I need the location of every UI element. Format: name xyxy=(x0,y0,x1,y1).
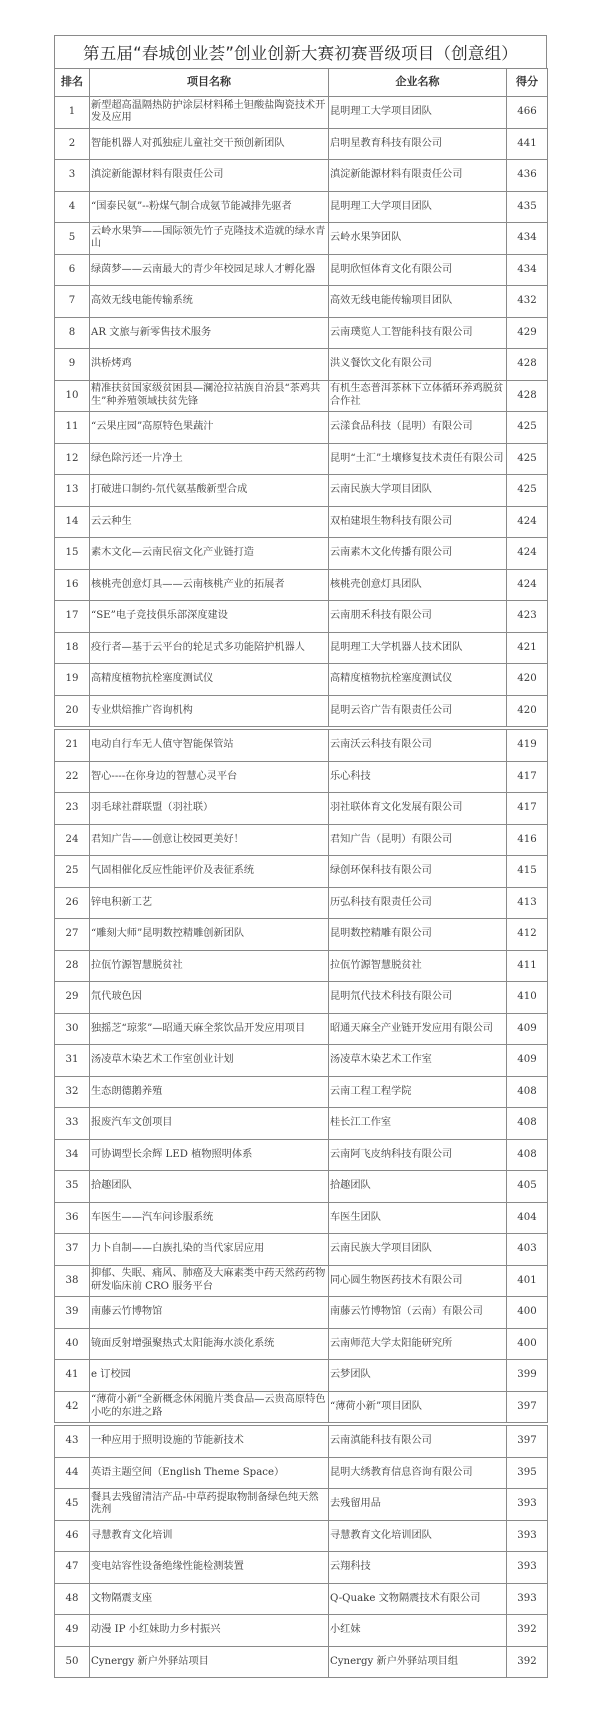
project-name-cell: 抑郁、失眠、痛风、肺癌及大麻素类中药天然药药物研发临床前 CRO 服务平台 xyxy=(90,1265,329,1297)
table-title: 第五届“春城创业荟”创业创新大赛初赛晋级项目（创意组） xyxy=(54,35,547,68)
project-name-cell: “云果庄园”高原特色果蔬汁 xyxy=(90,412,329,444)
rank-cell: 40 xyxy=(55,1328,90,1360)
company-name-cell: 云南师范大学太阳能研究所 xyxy=(329,1328,507,1360)
rank-cell: 25 xyxy=(55,856,90,888)
rank-cell: 1 xyxy=(55,97,90,129)
rank-cell: 12 xyxy=(55,443,90,475)
rank-cell: 38 xyxy=(55,1265,90,1297)
company-name-cell: 昭通天麻全产业链开发应用有限公司 xyxy=(329,1013,507,1045)
score-cell: 417 xyxy=(507,761,548,793)
company-name-cell: 有机生态普洱茶林下立体循环养鸡脱贫合作社 xyxy=(329,380,507,412)
company-name-cell: 云南民族大学项目团队 xyxy=(329,1234,507,1266)
project-name-cell: 寻慧教育文化培训 xyxy=(90,1520,329,1552)
company-name-cell: 云梦团队 xyxy=(329,1360,507,1392)
table-row xyxy=(55,1013,548,1045)
header-score: 得分 xyxy=(507,69,548,97)
company-name-cell: 车医生团队 xyxy=(329,1202,507,1234)
project-name-cell: 拉佤竹源智慧脱贫社 xyxy=(90,950,329,982)
score-cell: 441 xyxy=(507,128,548,160)
score-cell: 424 xyxy=(507,538,548,570)
table-row xyxy=(55,1076,548,1108)
company-name-cell: 昆明理工大学机器人技术团队 xyxy=(329,632,507,664)
score-cell: 395 xyxy=(507,1457,548,1489)
company-name-cell: 昆明数控精雕有限公司 xyxy=(329,919,507,951)
table-row xyxy=(55,443,548,475)
project-name-cell: 洪桥烤鸡 xyxy=(90,349,329,381)
score-cell: 416 xyxy=(507,824,548,856)
rank-cell: 9 xyxy=(55,349,90,381)
rank-cell: 39 xyxy=(55,1297,90,1329)
company-name-cell: 洪义餐饮文化有限公司 xyxy=(329,349,507,381)
company-name-cell: 云南璞览人工智能科技有限公司 xyxy=(329,317,507,349)
company-name-cell: 云南工程工程学院 xyxy=(329,1076,507,1108)
rank-cell: 7 xyxy=(55,286,90,318)
project-name-cell: 云云种生 xyxy=(90,506,329,538)
company-name-cell: 昆明大绣教育信息咨询有限公司 xyxy=(329,1457,507,1489)
company-name-cell: 昆明理工大学项目团队 xyxy=(329,97,507,129)
rank-cell: 16 xyxy=(55,569,90,601)
score-cell: 393 xyxy=(507,1552,548,1584)
table-row xyxy=(55,317,548,349)
rank-cell: 32 xyxy=(55,1076,90,1108)
project-name-cell: 锌电积新工艺 xyxy=(90,887,329,919)
table-row xyxy=(55,1234,548,1266)
rank-cell: 14 xyxy=(55,506,90,538)
table-row xyxy=(55,412,548,444)
rank-cell: 23 xyxy=(55,793,90,825)
rank-cell: 33 xyxy=(55,1108,90,1140)
table-row xyxy=(55,856,548,888)
rank-cell: 50 xyxy=(55,1646,90,1678)
score-cell: 401 xyxy=(507,1265,548,1297)
project-name-cell: 绿茵梦——云南最大的青少年校园足球人才孵化器 xyxy=(90,254,329,286)
company-name-cell: 核桃壳创意灯具团队 xyxy=(329,569,507,601)
project-name-cell: 文物隔震支座 xyxy=(90,1583,329,1615)
table-row xyxy=(55,887,548,919)
rank-cell: 19 xyxy=(55,664,90,696)
company-name-cell: 乐心科技 xyxy=(329,761,507,793)
table-row xyxy=(55,1139,548,1171)
company-name-cell: 绿创环保科技有限公司 xyxy=(329,856,507,888)
table-row xyxy=(55,1457,548,1489)
table-row xyxy=(55,349,548,381)
rank-cell: 26 xyxy=(55,887,90,919)
company-name-cell: 昆明理工大学项目团队 xyxy=(329,191,507,223)
project-name-cell: 一种应用于照明设施的节能新技术 xyxy=(90,1426,329,1458)
score-cell: 421 xyxy=(507,632,548,664)
score-cell: 413 xyxy=(507,887,548,919)
company-name-cell: 昆明“土汇”土壤修复技术责任有限公司 xyxy=(329,443,507,475)
rank-cell: 24 xyxy=(55,824,90,856)
score-cell: 429 xyxy=(507,317,548,349)
company-name-cell: Q-Quake 文物隔震技术有限公司 xyxy=(329,1583,507,1615)
table-row xyxy=(55,632,548,664)
score-cell: 405 xyxy=(507,1171,548,1203)
company-name-cell: 滇淀新能源材料有限责任公司 xyxy=(329,160,507,192)
table-row xyxy=(55,1265,548,1297)
score-cell: 400 xyxy=(507,1297,548,1329)
score-cell: 408 xyxy=(507,1076,548,1108)
score-cell: 428 xyxy=(507,349,548,381)
table-row xyxy=(55,506,548,538)
score-cell: 420 xyxy=(507,695,548,727)
score-cell: 425 xyxy=(507,412,548,444)
company-name-cell: 昆明欣恒体育文化有限公司 xyxy=(329,254,507,286)
rank-cell: 8 xyxy=(55,317,90,349)
company-name-cell: 双柏建垠生物科技有限公司 xyxy=(329,506,507,538)
table-row xyxy=(55,664,548,696)
table-row xyxy=(55,191,548,223)
project-name-cell: AR 文旅与新零售技术服务 xyxy=(90,317,329,349)
company-name-cell: 启明星教育科技有限公司 xyxy=(329,128,507,160)
score-cell: 403 xyxy=(507,1234,548,1266)
project-name-cell: 电动自行车无人值守智能保管站 xyxy=(90,730,329,762)
score-cell: 434 xyxy=(507,223,548,255)
rank-cell: 45 xyxy=(55,1489,90,1521)
project-name-cell: 可协调型长余辉 LED 植物照明体系 xyxy=(90,1139,329,1171)
rank-cell: 6 xyxy=(55,254,90,286)
rank-cell: 2 xyxy=(55,128,90,160)
score-cell: 392 xyxy=(507,1646,548,1678)
company-name-cell: “薄荷小新”项目团队 xyxy=(329,1391,507,1423)
table-row xyxy=(55,1328,548,1360)
rank-cell: 28 xyxy=(55,950,90,982)
table-row xyxy=(55,1391,548,1423)
header-rank: 排名 xyxy=(55,69,90,97)
project-name-cell: 打破进口制约-氘代氨基酸新型合成 xyxy=(90,475,329,507)
company-name-cell: 云翔科技 xyxy=(329,1552,507,1584)
project-name-cell: “薄荷小新”全新概念休闲脆片类食品—云贵高原特色小吃的东进之路 xyxy=(90,1391,329,1423)
score-cell: 415 xyxy=(507,856,548,888)
table-row xyxy=(55,601,548,633)
score-cell: 409 xyxy=(507,1045,548,1077)
table-row xyxy=(55,1202,548,1234)
project-name-cell: 变电站容性设备绝缘性能检测装置 xyxy=(90,1552,329,1584)
rank-cell: 49 xyxy=(55,1615,90,1647)
table-row xyxy=(55,160,548,192)
company-name-cell: 汤凌草木染艺术工作室 xyxy=(329,1045,507,1077)
table-row xyxy=(55,475,548,507)
rank-cell: 47 xyxy=(55,1552,90,1584)
score-cell: 393 xyxy=(507,1583,548,1615)
score-cell: 393 xyxy=(507,1489,548,1521)
table-row xyxy=(55,1489,548,1521)
project-name-cell: 君知广告——创意让校园更美好！ xyxy=(90,824,329,856)
project-name-cell: 氘代玻色因 xyxy=(90,982,329,1014)
score-cell: 411 xyxy=(507,950,548,982)
company-name-cell: 拾趣团队 xyxy=(329,1171,507,1203)
score-cell: 428 xyxy=(507,380,548,412)
project-name-cell: 汤凌草木染艺术工作室创业计划 xyxy=(90,1045,329,1077)
company-name-cell: 南藤云竹博物馆（云南）有限公司 xyxy=(329,1297,507,1329)
company-name-cell: 小红妹 xyxy=(329,1615,507,1647)
score-cell: 423 xyxy=(507,601,548,633)
table-row xyxy=(55,286,548,318)
score-cell: 397 xyxy=(507,1391,548,1423)
company-name-cell: 高效无线电能传输项目团队 xyxy=(329,286,507,318)
table-row xyxy=(55,538,548,570)
project-name-cell: 餐具去残留清洁产品-中草药提取物制备绿色纯天然洗剂 xyxy=(90,1489,329,1521)
table-row xyxy=(55,730,548,762)
score-cell: 419 xyxy=(507,730,548,762)
company-name-cell: 君知广告（昆明）有限公司 xyxy=(329,824,507,856)
score-cell: 424 xyxy=(507,506,548,538)
rank-cell: 18 xyxy=(55,632,90,664)
results-table xyxy=(54,68,548,1678)
company-name-cell: Cynergy 新户外驿站项目组 xyxy=(329,1646,507,1678)
score-cell: 432 xyxy=(507,286,548,318)
project-name-cell: 高精度植物抗栓塞度测试仪 xyxy=(90,664,329,696)
company-name-cell: 寻慧教育文化培训团队 xyxy=(329,1520,507,1552)
rank-cell: 46 xyxy=(55,1520,90,1552)
project-name-cell: 精准扶贫国家级贫困县—澜沧拉祜族自治县“茶鸡共生”种养殖领域扶贫先锋 xyxy=(90,380,329,412)
project-name-cell: 拾趣团队 xyxy=(90,1171,329,1203)
score-cell: 408 xyxy=(507,1108,548,1140)
score-cell: 425 xyxy=(507,475,548,507)
project-name-cell: 素木文化—云南民宿文化产业链打造 xyxy=(90,538,329,570)
table-row xyxy=(55,380,548,412)
project-name-cell: 独摇芝“琼浆”—昭通天麻全浆饮品开发应用项目 xyxy=(90,1013,329,1045)
table-row xyxy=(55,1583,548,1615)
rank-cell: 41 xyxy=(55,1360,90,1392)
project-name-cell: 高效无线电能传输系统 xyxy=(90,286,329,318)
rank-cell: 42 xyxy=(55,1391,90,1423)
score-cell: 404 xyxy=(507,1202,548,1234)
rank-cell: 44 xyxy=(55,1457,90,1489)
rank-cell: 4 xyxy=(55,191,90,223)
score-cell: 399 xyxy=(507,1360,548,1392)
project-name-cell: 英语主题空间（English Theme Space） xyxy=(90,1457,329,1489)
rank-cell: 3 xyxy=(55,160,90,192)
rank-cell: 15 xyxy=(55,538,90,570)
project-name-cell: 车医生——汽车问诊服系统 xyxy=(90,1202,329,1234)
rank-cell: 30 xyxy=(55,1013,90,1045)
rank-cell: 34 xyxy=(55,1139,90,1171)
project-name-cell: 绿色除污还一片净土 xyxy=(90,443,329,475)
score-cell: 392 xyxy=(507,1615,548,1647)
table-row xyxy=(55,97,548,129)
table-row xyxy=(55,919,548,951)
rank-cell: 36 xyxy=(55,1202,90,1234)
table-row xyxy=(55,824,548,856)
table-row xyxy=(55,950,548,982)
table-row xyxy=(55,1520,548,1552)
table-row xyxy=(55,695,548,727)
rank-cell: 20 xyxy=(55,695,90,727)
table-row xyxy=(55,1171,548,1203)
company-name-cell: 云漾食品科技（昆明）有限公司 xyxy=(329,412,507,444)
company-name-cell: 云南滇能科技有限公司 xyxy=(329,1426,507,1458)
table-row xyxy=(55,1297,548,1329)
score-cell: 410 xyxy=(507,982,548,1014)
score-cell: 435 xyxy=(507,191,548,223)
company-name-cell: 云南阿飞皮纳科技有限公司 xyxy=(329,1139,507,1171)
company-name-cell: 云南民族大学项目团队 xyxy=(329,475,507,507)
score-cell: 420 xyxy=(507,664,548,696)
results-sheet xyxy=(54,35,547,1678)
company-name-cell: 云南素木文化传播有限公司 xyxy=(329,538,507,570)
company-name-cell: 桂长江工作室 xyxy=(329,1108,507,1140)
table-row xyxy=(55,1646,548,1678)
rank-cell: 10 xyxy=(55,380,90,412)
rank-cell: 27 xyxy=(55,919,90,951)
score-cell: 409 xyxy=(507,1013,548,1045)
header-project: 项目名称 xyxy=(90,69,329,97)
project-name-cell: 南藤云竹博物馆 xyxy=(90,1297,329,1329)
project-name-cell: 核桃壳创意灯具——云南核桃产业的拓展者 xyxy=(90,569,329,601)
project-name-cell: 智能机器人对孤独症儿童社交干预创新团队 xyxy=(90,128,329,160)
project-name-cell: 云岭水果笋——国际领先竹子克隆技术造就的绿水青山 xyxy=(90,223,329,255)
project-name-cell: Cynergy 新户外驿站项目 xyxy=(90,1646,329,1678)
rank-cell: 13 xyxy=(55,475,90,507)
project-name-cell: 疫行者—基于云平台的轮足式多功能陪护机器人 xyxy=(90,632,329,664)
rank-cell: 17 xyxy=(55,601,90,633)
table-row xyxy=(55,982,548,1014)
rank-cell: 22 xyxy=(55,761,90,793)
table-row xyxy=(55,128,548,160)
company-name-cell: 云岭水果笋团队 xyxy=(329,223,507,255)
table-row xyxy=(55,761,548,793)
score-cell: 466 xyxy=(507,97,548,129)
project-name-cell: 智心----在你身边的智慧心灵平台 xyxy=(90,761,329,793)
project-name-cell: 羽毛球社群联盟（羽社联） xyxy=(90,793,329,825)
company-name-cell: 同心圆生物医药技术有限公司 xyxy=(329,1265,507,1297)
rank-cell: 5 xyxy=(55,223,90,255)
header-company: 企业名称 xyxy=(329,69,507,97)
company-name-cell: 云南朋禾科技有限公司 xyxy=(329,601,507,633)
company-name-cell: 高精度植物抗栓塞度测试仪 xyxy=(329,664,507,696)
rank-cell: 31 xyxy=(55,1045,90,1077)
table-row xyxy=(55,1360,548,1392)
project-name-cell: 力卜自制——白族扎染的当代家居应用 xyxy=(90,1234,329,1266)
rank-cell: 35 xyxy=(55,1171,90,1203)
header-row xyxy=(55,69,548,97)
company-name-cell: 去残留用品 xyxy=(329,1489,507,1521)
table-body xyxy=(55,97,548,1678)
table-row xyxy=(55,793,548,825)
company-name-cell: 昆明氘代技术科技有限公司 xyxy=(329,982,507,1014)
table-row xyxy=(55,1615,548,1647)
table-row xyxy=(55,1045,548,1077)
table-row xyxy=(55,569,548,601)
company-name-cell: 拉佤竹源智慧脱贫社 xyxy=(329,950,507,982)
table-row xyxy=(55,1552,548,1584)
score-cell: 424 xyxy=(507,569,548,601)
score-cell: 400 xyxy=(507,1328,548,1360)
company-name-cell: 羽社联体育文化发展有限公司 xyxy=(329,793,507,825)
project-name-cell: “SE”电子竞技俱乐部深度建设 xyxy=(90,601,329,633)
score-cell: 397 xyxy=(507,1426,548,1458)
project-name-cell: 专业烘焙推广咨询机构 xyxy=(90,695,329,727)
rank-cell: 43 xyxy=(55,1426,90,1458)
rank-cell: 37 xyxy=(55,1234,90,1266)
company-name-cell: 昆明云咨广告有限责任公司 xyxy=(329,695,507,727)
score-cell: 425 xyxy=(507,443,548,475)
table-row xyxy=(55,223,548,255)
project-name-cell: 镜面反射增强聚热式太阳能海水淡化系统 xyxy=(90,1328,329,1360)
score-cell: 417 xyxy=(507,793,548,825)
project-name-cell: “雕刻大师”昆明数控精雕创新团队 xyxy=(90,919,329,951)
rank-cell: 29 xyxy=(55,982,90,1014)
project-name-cell: 气固相催化反应性能评价及表征系统 xyxy=(90,856,329,888)
project-name-cell: e 订校园 xyxy=(90,1360,329,1392)
project-name-cell: 动漫 IP 小红妹助力乡村振兴 xyxy=(90,1615,329,1647)
table-row xyxy=(55,254,548,286)
company-name-cell: 历弘科技有限责任公司 xyxy=(329,887,507,919)
score-cell: 412 xyxy=(507,919,548,951)
project-name-cell: 报废汽车文创项目 xyxy=(90,1108,329,1140)
score-cell: 436 xyxy=(507,160,548,192)
rank-cell: 11 xyxy=(55,412,90,444)
rank-cell: 48 xyxy=(55,1583,90,1615)
project-name-cell: 新型超高温隔热防护涂层材料稀土钽酸盐陶瓷技术开发及应用 xyxy=(90,97,329,129)
company-name-cell: 云南沃云科技有限公司 xyxy=(329,730,507,762)
project-name-cell: 滇淀新能源材料有限责任公司 xyxy=(90,160,329,192)
table-row xyxy=(55,1108,548,1140)
table-row xyxy=(55,1426,548,1458)
rank-cell: 21 xyxy=(55,730,90,762)
score-cell: 408 xyxy=(507,1139,548,1171)
project-name-cell: “国泰民氨”--粉煤气制合成氨节能减排先驱者 xyxy=(90,191,329,223)
score-cell: 393 xyxy=(507,1520,548,1552)
score-cell: 434 xyxy=(507,254,548,286)
project-name-cell: 生态朗德鹅养殖 xyxy=(90,1076,329,1108)
